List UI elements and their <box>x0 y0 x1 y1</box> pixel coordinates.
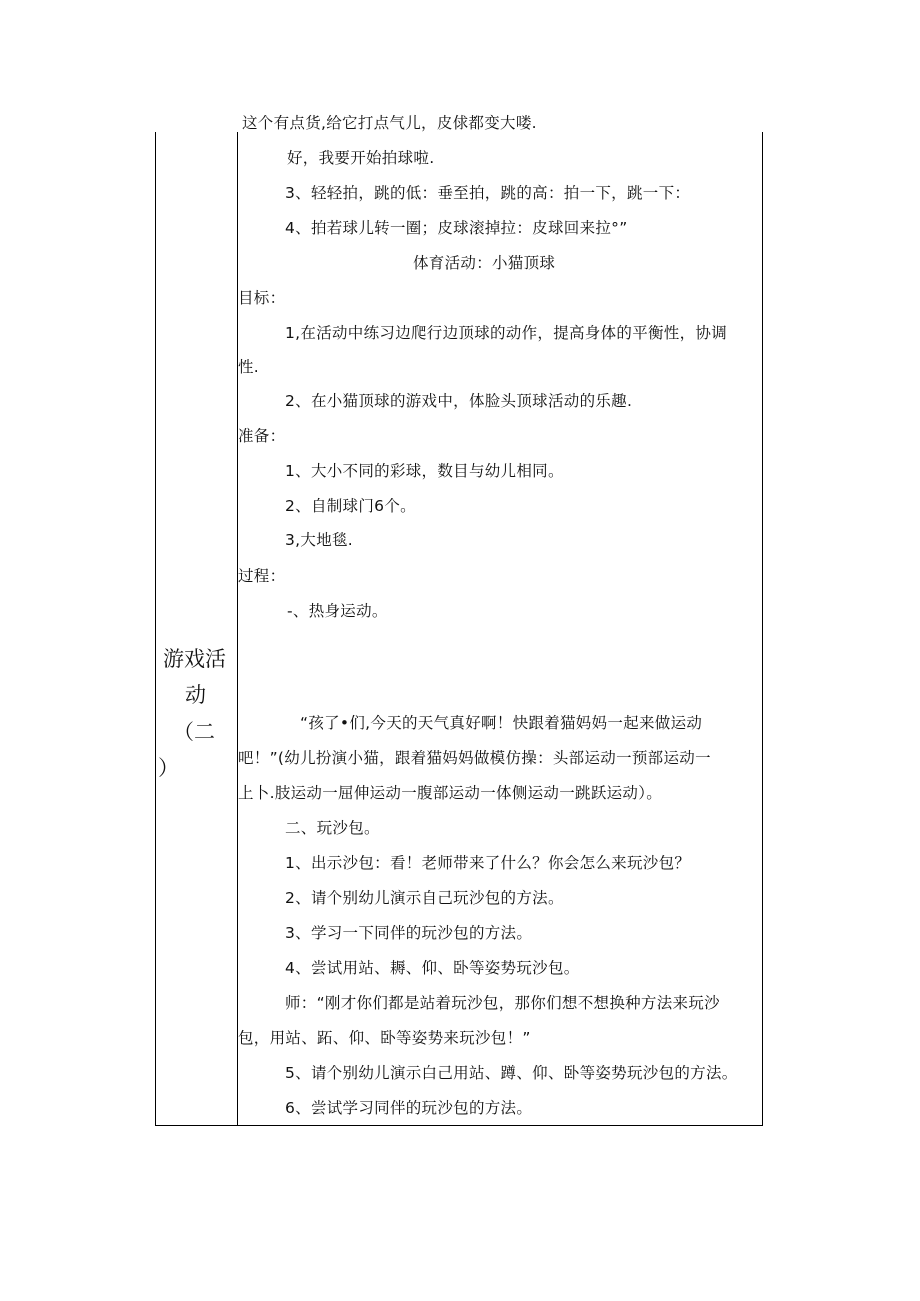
table-bottom-border <box>155 1125 763 1126</box>
top-note: 这个有点货,给它打点气儿，皮俅都变大喽. <box>242 114 537 132</box>
row-label-line-2: 动 <box>185 683 206 707</box>
text-line: 3、轻轻拍，跳的低：垂至拍，跳的高：拍一下，跳一下： <box>285 184 691 202</box>
text-line: 4、尝试用站、耨、仰、卧等姿势玩沙包。 <box>285 959 580 977</box>
text-line: 上卜.肢运动一屈伸运动一腹部运动一体侧运动一跳跃运动）。 <box>238 784 663 802</box>
section-title: 体育活动：小猫顶球 <box>413 254 556 272</box>
table-left-border <box>155 132 156 1126</box>
text-line: 6、尝试学习同伴的玩沙包的方法。 <box>285 1099 533 1117</box>
text-line: 1、出示沙包：看！老师带来了什么？你会怎么来玩沙包？ <box>285 854 691 872</box>
text-line: 2、请个别幼儿演示自己玩沙包的方法。 <box>285 889 564 907</box>
text-line: 吧！”(幼儿扮演小猫，跟着猫妈妈做模仿操：头部运动一预部运动一 <box>238 749 711 767</box>
row-label-line-4: ） <box>158 756 179 780</box>
column-divider <box>237 132 238 1126</box>
text-line: 2、自制球门6个。 <box>285 497 416 515</box>
heading-preparation: 准备： <box>238 427 286 445</box>
table-right-border <box>762 132 763 1126</box>
text-line: 包，用站、跖、仰、卧等姿势来玩沙包！” <box>238 1029 531 1047</box>
text-line: 2、在小猫顶球的游戏中，体脸头顶球活动的乐趣. <box>285 392 633 410</box>
text-line: -、热身运动。 <box>287 602 388 620</box>
text-line: “孩了•们,今天的天气真好啊！快跟着猫妈妈一起来做运动 <box>300 714 703 732</box>
text-line: 性. <box>238 358 260 376</box>
text-line: 二、玩沙包。 <box>285 819 380 837</box>
text-line: 师：“刚才你们都是站着玩沙包，那你们想不想换种方法来玩沙 <box>285 994 720 1012</box>
heading-goals: 目标： <box>238 289 286 307</box>
row-label-line-3: （二 <box>173 720 215 744</box>
heading-process: 过程： <box>238 567 286 585</box>
text-line: 3、学习一下同伴的玩沙包的方法。 <box>285 924 533 942</box>
text-line: 1、大小不同的彩球，数目与幼儿相同。 <box>285 462 564 480</box>
row-label-line-1: 游戏活 <box>163 647 226 671</box>
text-line: 4、拍若球儿转一圈；皮球滚掉拉：皮球回来拉°” <box>285 219 628 237</box>
text-line: 1,在活动中练习边爬行边顶球的动作，提高身体的平衡性，协调 <box>285 324 727 342</box>
text-line: 好，我要开始拍球啦. <box>287 149 435 167</box>
text-line: 3,大地毯. <box>285 531 354 549</box>
text-line: 5、请个别幼儿演示白己用站、蹲、仰、卧等姿势玩沙包的方法。 <box>285 1064 738 1082</box>
